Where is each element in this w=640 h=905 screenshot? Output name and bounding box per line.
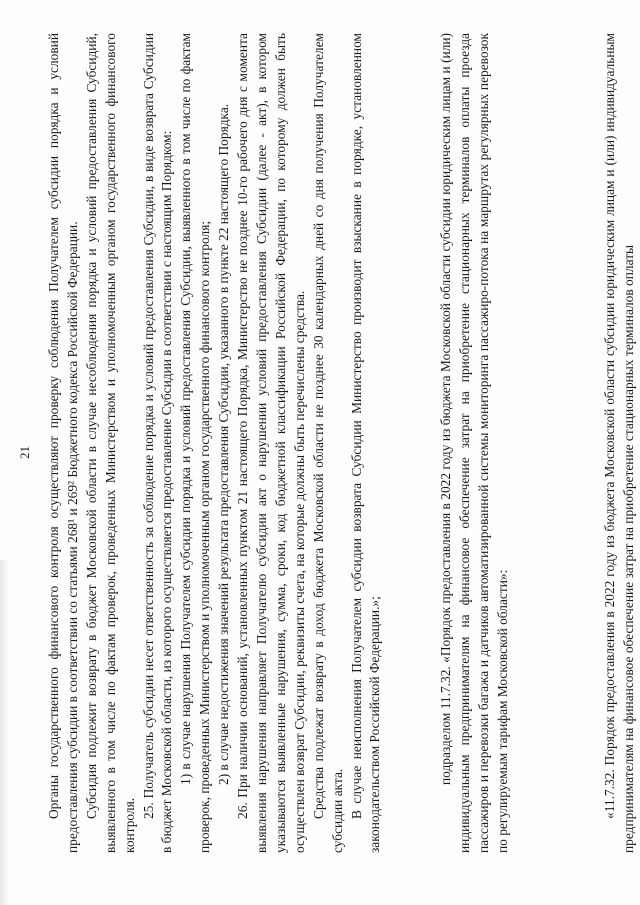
paragraph-return-deadline: Средства подлежат возврату в доход бюджета Московской области не позднее 30 календарных дней со дня получения Получателем субсидии акта.: [310, 33, 345, 853]
paragraph-26: 26. При наличии оснований, установленных пунктом 21 настоящего Порядка, Министерство не позднее 10-го рабочего дня с момента выявления нарушения направляет Получателю субсидии акт о нарушении условий предоставления Субсидии (далее - акт), в котором указываются выявленные нарушения, сумма, сроки, код бюджетной классификации Российской Федерации, по которому должен быть осуществлен возврат Субсидии, реквизиты счета, на которые должны быть перечислены средства.: [235, 33, 307, 853]
paragraph-financial-control: Органы государственного финансового контроля осуществляют проверку соблюдения Получателем субсидии порядка и условий предоставления субсидии в соответствии со статьями 268¹ и 269² Бюджетного кодекса Российской Федерации.: [46, 33, 80, 853]
page-number: 21: [17, 446, 32, 459]
paragraph-25: 25. Получатель субсидии несет ответственность за соблюдение порядка и условий предоставления Субсидии, в виде возврата Субсидии в бюджет Московской области, из которого осуществляется предоставление Субсидии в соответствии с настоящим Порядком:: [140, 33, 175, 853]
document-body: [45, 33, 639, 853]
paragraph-25-item-1: 1) в случае нарушения Получателем субсидии порядка и условий предоставления Субсидии, выявленного в том числе по фактам проверок, проведенных Министерством и уполномоченным органом государственного финансового контроля;: [178, 33, 213, 853]
paragraph-subsection-11-7-32: подразделом 11.7.32. «Порядок предоставления в 2022 году из бюджета Московской области субсидии юридическим лицам и (или) индивидуальным предпринимателям на финансовое обеспечение затрат на приобретение стационарных терминалов оплаты проезда пассажиров и перевозки багажа и датчиков автоматизированной системы мониторинга пассажиро-потока на маршрутах регулярных перевозок по регулируемым тарифам Московской области»:: [438, 33, 511, 853]
paragraph-subsidy-return: Субсидия подлежит возврату в бюджет Московской области в случае несоблюдения порядка и условий предоставления Субсидий, выявленного в том числе по фактам проверок, проведенных Министерством и уполномоченным органом государственного финансового контроля.: [83, 33, 137, 853]
paragraph-25-item-2: 2) в случае недостижения значений результата предоставления Субсидии, указанного в пункте 22 настоящего Порядка.: [216, 103, 232, 785]
paragraph-collection: В случае неисполнения Получателем субсидии возврата Субсидии Министерство производит взыскание в порядке, установленном законодательством Российской Федерации.»;: [348, 33, 383, 853]
paragraph-11-7-32-heading: «11.7.32. Порядок предоставления в 2022 году из бюджета Московской области субсидии юридическим лицам и (или) индивидуальным предпринимателям на финансовое обеспечение затрат на приобретение стационарных терминалов оплаты: [601, 33, 636, 853]
